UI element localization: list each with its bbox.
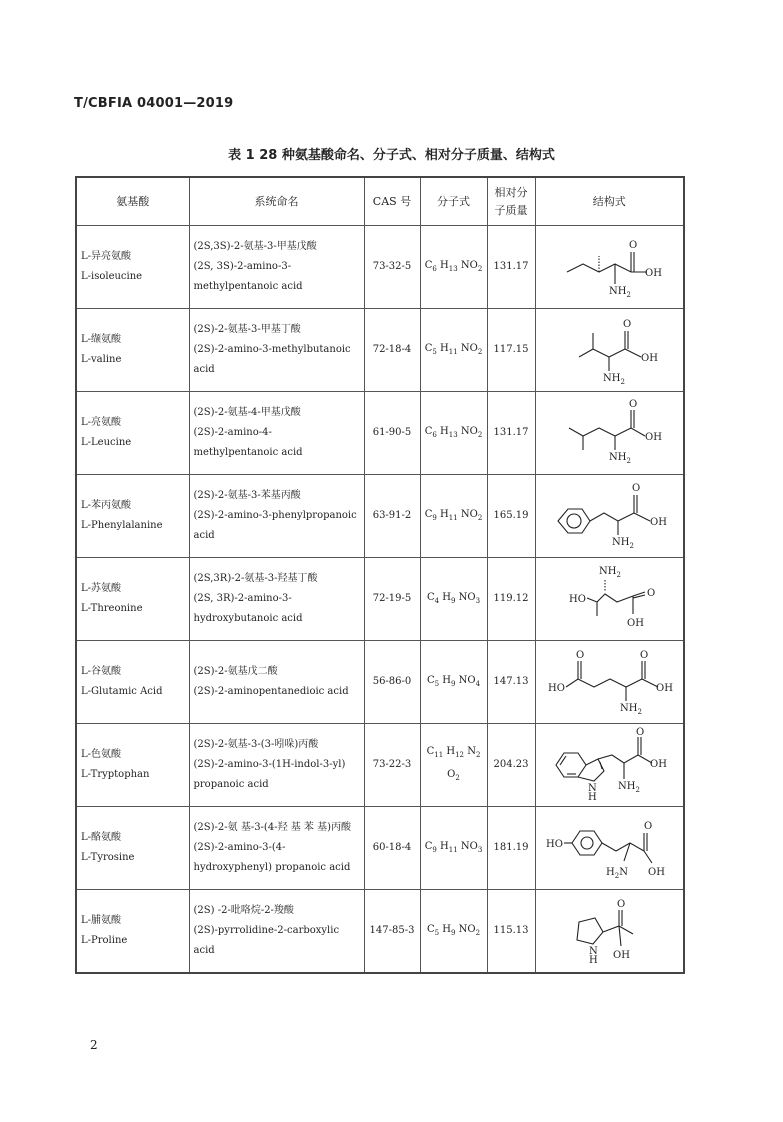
molecular-formula [420,890,487,974]
table-row [76,807,684,890]
table-row [76,226,684,309]
amino-acid-en: L-Tryptophan [81,769,150,780]
table-row [76,641,684,724]
amino-acid-cn: L-苏氨酸 [81,583,122,594]
formula-element: C [424,259,433,271]
formula-element: H [442,923,451,935]
amino-acid-cell [76,641,189,724]
molecular-formula [420,641,487,724]
formula-element: NO [460,342,478,354]
hydroxyl-label: OH [650,759,668,770]
hydroxyl-label-2: OH [647,867,665,878]
ring-nitrogen-label: N [588,783,597,794]
systematic-name-en: (2S)-2-amino-3-(4-hydroxyphenyl) propanoic acid [193,842,351,873]
formula-subscript: 5 [434,679,440,688]
formula-element: C [426,746,435,757]
formula-subscript: 5 [434,928,440,937]
systematic-name-cn: (2S)-2-氨基-3-苯基丙酸 [193,490,301,501]
structure-cell [535,641,684,724]
formula-element: C [424,840,433,852]
table-row [76,890,684,974]
table-row [76,724,684,807]
amino-acid-cell [76,807,189,890]
proline-structure [549,896,669,966]
systematic-name-cn: (2S)-2-氨基-4-甲基戊酸 [193,407,301,418]
systematic-name-cell [189,309,364,392]
amino-acid-cn: L-异亮氨酸 [81,251,132,262]
table-row [76,309,684,392]
column-header-formula: 分子式 [420,177,487,226]
amino-acid-cell [76,890,189,974]
structure-cell [535,309,684,392]
systematic-name-cell [189,475,364,558]
molecular-mass: 131.17 [487,226,535,309]
systematic-name-cell [189,890,364,974]
formula-subscript: 2 [477,264,483,273]
molecular-formula [420,309,487,392]
systematic-name-cell [189,392,364,475]
column-header-structure: 结构式 [535,177,684,226]
hydroxyl-label: OH [645,432,663,443]
formula-element: H [440,259,449,271]
molecular-mass: 165.19 [487,475,535,558]
amino-acid-en: L-valine [81,354,122,365]
systematic-name-en: (2S)-2-amino-3-methylbutanoic acid [193,344,351,375]
amino-acid-cell [76,475,189,558]
cas-number: 147-85-3 [364,890,420,974]
amino-acid-cell [76,392,189,475]
amino-acid-cell [76,558,189,641]
formula-subscript: 13 [448,264,458,273]
systematic-name-cn: (2S)-2-氨基戊二酸 [193,666,278,677]
formula-subscript: 2 [475,751,481,759]
systematic-name-en: (2S)-2-amino-4- methylpentanoic acid [193,427,303,458]
formula-element: NO [458,674,476,686]
systematic-name-en: (2S)-pyrrolidine-2-carboxylic acid [193,925,340,956]
amino-acid-en: L-Leucine [81,437,132,448]
formula-element: NO [458,923,476,935]
structure-cell [535,392,684,475]
leucine-structure [549,398,669,468]
amino-acid-cell [76,309,189,392]
formula-element: NO [460,425,478,437]
formula-subscript: 3 [475,596,481,605]
cas-number: 63-91-2 [364,475,420,558]
cas-number: 73-22-3 [364,724,420,807]
ring-nitrogen-label: N [589,946,598,957]
amino-acid-en: L-Threonine [81,603,143,614]
formula-subscript: 5 [432,347,437,356]
formula-subscript: 4 [434,596,440,605]
hydroxyl-label: HO [547,683,565,694]
formula-subscript: 2 [477,430,483,439]
oxygen-label-2: O [639,650,648,661]
amine-label: $NH_2$ [609,452,632,465]
oxygen-label: O [575,650,584,661]
amino-acid-en: L-Phenylalanine [81,520,163,531]
oxygen-label: O [643,821,652,832]
formula-subscript: 2 [455,774,460,782]
systematic-name-cn: (2S)-2-氨 基-3-(4-羟 基 苯 基)丙酸 [193,822,352,833]
formula-subscript: 9 [450,679,456,688]
systematic-name-cn: (2S) -2-吡咯烷-2-羧酸 [193,905,294,916]
tyrosine-structure [540,813,680,883]
glutamic-acid-structure [540,647,680,717]
amino-acid-en: L-Proline [81,935,128,946]
table-row [76,392,684,475]
systematic-name-cell [189,558,364,641]
molecular-mass: 119.12 [487,558,535,641]
ring-hydrogen-label: H [588,792,597,803]
structure-cell [535,724,684,807]
molecular-formula [420,475,487,558]
amino-acid-cell [76,724,189,807]
hydroxyl-label: HO [569,594,587,605]
formula-subscript: 6 [432,264,437,273]
molecular-formula [420,724,487,807]
oxygen-label: O [647,588,656,599]
systematic-name-cn: (2S,3R)-2-氨基-3-羟基丁酸 [193,573,318,584]
formula-subscript: 11 [434,751,444,759]
hydroxyl-label: OH [650,517,668,528]
oxygen-label: O [629,399,638,410]
molecular-mass: 181.19 [487,807,535,890]
hydroxyl-label-2: OH [655,683,673,694]
systematic-name-en: (2S)-2-amino-3-(1H-indol-3-yl) propanoic acid [193,759,346,790]
phenylalanine-structure [544,481,674,551]
formula-subscript: 4 [475,679,481,688]
formula-element: H [446,746,456,757]
valine-structure [549,315,669,385]
oxygen-label: O [629,240,638,251]
cas-number: 60-18-4 [364,807,420,890]
cas-number: 72-19-5 [364,558,420,641]
formula-element: H [440,840,449,852]
formula-element: NO [460,259,478,271]
structure-cell [535,807,684,890]
hydroxyl-label: OH [613,950,631,961]
formula-subscript: 2 [477,513,483,522]
standard-code: T/CBFIA 04001—2019 [74,96,234,111]
formula-subscript: 2 [475,928,481,937]
formula-element: H [440,342,449,354]
formula-element: C [426,591,435,603]
table-row [76,558,684,641]
formula-subscript: 11 [448,513,458,522]
amine-label: $NH_2$ [619,703,642,716]
formula-element: C [424,508,433,520]
molecular-mass: 147.13 [487,641,535,724]
oxygen-label: O [623,319,632,330]
formula-element: H [440,508,449,520]
molecular-formula [420,392,487,475]
systematic-name-cn: (2S)-2-氨基-3-(3-吲哚)丙酸 [193,739,319,750]
amino-acid-en: L-Tyrosine [81,852,135,863]
formula-element: C [424,342,433,354]
amine-label: $H_2N$ [605,867,628,880]
amine-label: $NH_2$ [599,566,622,579]
formula-element: NO [460,840,478,852]
formula-element: O [447,769,456,780]
page-number: 2 [90,1038,98,1052]
isoleucine-structure [549,232,669,302]
formula-subscript: 3 [477,845,483,854]
molecular-formula [420,558,487,641]
formula-subscript: 2 [477,347,483,356]
cas-number: 72-18-4 [364,309,420,392]
cas-number: 73-32-5 [364,226,420,309]
formula-subscript: 13 [448,430,458,439]
ring-hydrogen-label: H [589,955,598,966]
column-header-molecular-mass: 相对分子质量 [487,177,535,226]
molecular-mass: 131.17 [487,392,535,475]
molecular-mass: 204.23 [487,724,535,807]
systematic-name-cell [189,807,364,890]
molecular-mass: 115.13 [487,890,535,974]
amino-acid-cell [76,226,189,309]
column-header-systematic-name: 系统命名 [189,177,364,226]
column-header-amino-acid: 氨基酸 [76,177,189,226]
formula-element: H [442,674,451,686]
amine-label: $NH_2$ [612,537,635,550]
formula-element: NO [458,591,476,603]
formula-element: NO [460,508,478,520]
oxygen-label: O [632,483,641,494]
formula-subscript: 12 [455,751,464,759]
table-caption: 表 1 28 种氨基酸命名、分子式、相对分子质量、结构式 [228,148,555,163]
formula-element: H [440,425,449,437]
table-row [76,475,684,558]
formula-element: C [424,425,433,437]
column-header-cas: CAS 号 [364,177,420,226]
formula-subscript: 11 [448,347,458,356]
formula-subscript: 11 [448,845,458,854]
table-header-row [76,177,684,226]
amino-acid-cn: L-苯丙氨酸 [81,500,132,511]
systematic-name-cell [189,724,364,807]
systematic-name-cn: (2S,3S)-2-氨基-3-甲基戊酸 [193,241,317,252]
systematic-name-cn: (2S)-2-氨基-3-甲基丁酸 [193,324,301,335]
hydroxyl-label: HO [545,839,563,850]
amino-acid-cn: L-脯氨酸 [81,915,122,926]
structure-cell [535,890,684,974]
amino-acid-cn: L-酪氨酸 [81,832,122,843]
systematic-name-cell [189,641,364,724]
molecular-formula [420,807,487,890]
amine-label: $NH_2$ [603,373,626,385]
formula-subscript: 9 [450,596,456,605]
systematic-name-en: (2S, 3R)-2-amino-3-hydroxybutanoic acid [193,593,303,624]
formula-subscript: 9 [432,845,437,854]
oxygen-label: O [617,899,626,910]
cas-number: 61-90-5 [364,392,420,475]
formula-subscript: 9 [432,513,437,522]
structure-cell [535,558,684,641]
formula-element: H [442,591,451,603]
formula-subscript: 6 [432,430,437,439]
amino-acid-table [75,176,685,974]
amino-acid-cn: L-亮氨酸 [81,417,122,428]
amino-acid-cn: L-谷氨酸 [81,666,122,677]
amino-acid-cn: L-色氨酸 [81,749,122,760]
formula-element: N [467,746,476,757]
structure-cell [535,226,684,309]
amino-acid-en: L-Glutamic Acid [81,686,163,697]
molecular-mass: 117.15 [487,309,535,392]
amino-acid-en: L-isoleucine [81,271,143,282]
systematic-name-en: (2S)-2-amino-3-phenylpropanoic acid [193,510,357,541]
molecular-formula [420,226,487,309]
systematic-name-en: (2S)-2-aminopentanedioic acid [193,686,349,697]
amine-label: $NH_2$ [618,781,641,794]
threonine-structure [549,562,669,636]
hydroxyl-label: OH [645,268,663,279]
cas-number: 56-86-0 [364,641,420,724]
structure-cell [535,475,684,558]
hydroxyl-label-2: OH [627,618,645,629]
hydroxyl-label: OH [641,353,659,364]
formula-element: C [426,674,435,686]
amino-acid-cn: L-缬氨酸 [81,334,122,345]
systematic-name-cell [189,226,364,309]
formula-element: C [426,923,435,935]
amine-label: $NH_2$ [609,286,632,299]
formula-subscript: 9 [450,928,456,937]
systematic-name-en: (2S, 3S)-2-amino-3-methylpentanoic acid [193,261,303,292]
tryptophan-structure [544,727,674,803]
oxygen-label: O [636,727,645,738]
